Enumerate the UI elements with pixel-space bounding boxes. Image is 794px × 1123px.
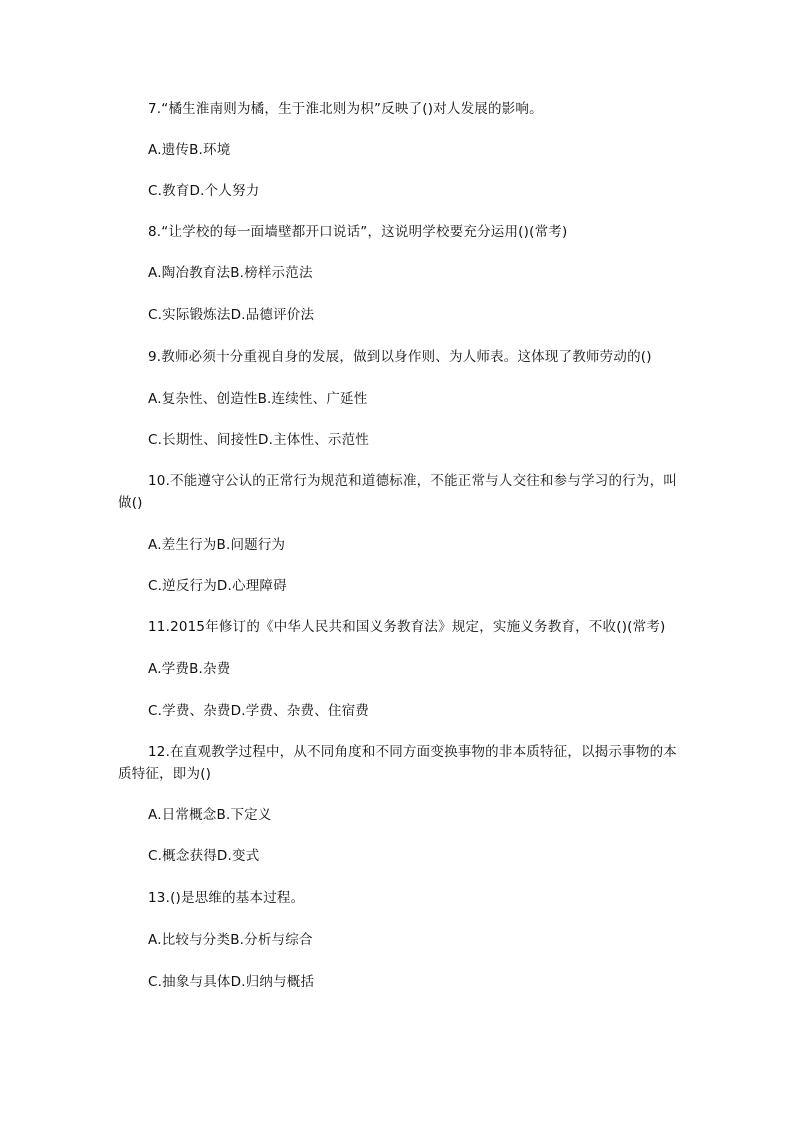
question-10-options-cd: C.逆反行为D.心理障碍 [148, 578, 287, 594]
question-9-options-cd: C.长期性、间接性D.主体性、示范性 [148, 432, 370, 448]
question-11-stem: 11.2015年修订的《中华人民共和国义务教育法》规定，实施义务教育，不收()(常考) [148, 619, 666, 635]
question-12-options-ab: A.日常概念B.下定义 [148, 807, 272, 823]
question-8-stem: 8.“让学校的每一面墙壁都开口说话”，这说明学校要充分运用()(常考) [148, 224, 568, 240]
question-10-stem: 10.不能遵守公认的正常行为规范和道德标准，不能正常与人交往和参与学习的行为，叫做() [118, 473, 677, 511]
question-12-options-cd: C.概念获得D.变式 [148, 848, 260, 864]
question-12-stem: 12.在直观教学过程中，从不同角度和不同方面变换事物的非本质特征，以揭示事物的本质特征，即为() [118, 744, 677, 782]
question-13-stem: 13.()是思维的基本过程。 [148, 890, 305, 906]
question-10-options-ab: A.差生行为B.问题行为 [148, 537, 286, 553]
question-7-options-cd: C.教育D.个人努力 [148, 183, 260, 199]
question-13-options-ab: A.比较与分类B.分析与综合 [148, 932, 313, 948]
question-8-options-ab: A.陶冶教育法B.榜样示范法 [148, 265, 313, 281]
question-9-options-ab: A.复杂性、创造性B.连续性、广延性 [148, 391, 368, 407]
question-11-options-ab: A.学费B.杂费 [148, 661, 231, 677]
question-9-stem: 9.教师必须十分重视自身的发展，做到以身作则、为人师表。这体现了教师劳动的() [148, 349, 652, 365]
question-11-options-cd: C.学费、杂费D.学费、杂费、住宿费 [148, 703, 370, 719]
question-7-options-ab: A.遗传B.环境 [148, 142, 231, 158]
question-13-options-cd: C.抽象与具体D.归纳与概括 [148, 974, 315, 990]
question-7-stem: 7.“橘生淮南则为橘，生于淮北则为枳”反映了()对人发展的影响。 [148, 101, 543, 117]
question-8-options-cd: C.实际锻炼法D.品德评价法 [148, 307, 315, 323]
